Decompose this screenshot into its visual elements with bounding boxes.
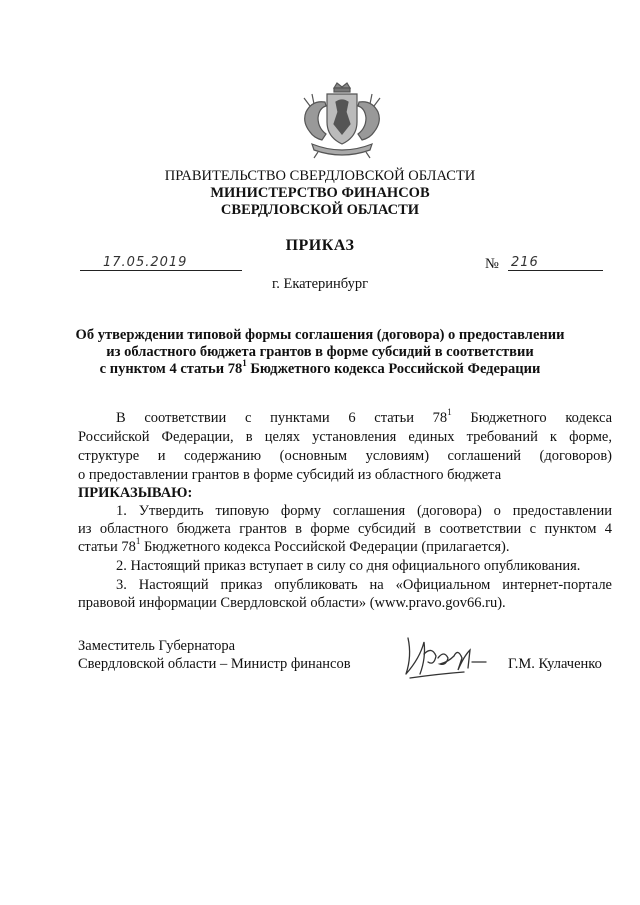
number-label: № <box>485 256 499 272</box>
item-3-line-2: правовой информации Свердловской области» (www.pravo.gov66.ru). <box>78 595 506 611</box>
signatory-position-line-2: Свердловской области – Министр финансов <box>78 656 351 672</box>
title-line-3: с пунктом 4 статьи $78^1$ Бюджетного кодекса Российской Федерации <box>99 358 541 377</box>
signatory-position-line-1: Заместитель Губернатора <box>78 638 236 654</box>
order-date: 17.05.2019 <box>103 255 188 270</box>
preamble-line-4: о предоставлении грантов в форме субсидий из областного бюджета <box>78 467 502 483</box>
handwritten-signature <box>398 628 498 688</box>
order-number: 216 <box>511 255 539 270</box>
signatory-name: Г.М. Кулаченко <box>508 656 602 672</box>
government-name: ПРАВИТЕЛЬСТВО СВЕРДЛОВСКОЙ ОБЛАСТИ <box>164 168 476 184</box>
document-type: ПРИКАЗ <box>285 237 355 254</box>
title-line-2: из областного бюджета грантов в форме субсидий в соответствии <box>106 344 534 360</box>
order-word: ПРИКАЗЫВАЮ: <box>78 485 193 501</box>
preamble-line-3: структуре и содержанию (основным условиям) соглашений (договоров) <box>78 448 612 464</box>
ministry-name-line-2: СВЕРДЛОВСКОЙ ОБЛАСТИ <box>220 202 420 218</box>
title-line-1: Об утверждении типовой формы соглашения (договора) о предоставлении <box>75 327 565 343</box>
item-1-line-3: статьи $78^1$ Бюджетного кодекса Российской Федерации (прилагается). <box>78 536 510 555</box>
preamble-line-2: Российской Федерации, в целях установления единых требований к форме, <box>78 429 612 445</box>
city: г. Екатеринбург <box>271 276 369 292</box>
item-1-line-1: 1. Утвердить типовую форму соглашения (договора) о предоставлении <box>116 503 612 519</box>
ministry-name-line-1: МИНИСТЕРСТВО ФИНАНСОВ <box>210 185 430 201</box>
preamble-line-1: В соответствии с пунктами 6 статьи $78^1$ Бюджетного кодекса <box>116 407 613 426</box>
number-underline <box>508 270 603 271</box>
coat-of-arms-icon <box>292 82 392 162</box>
item-1-line-2: из областного бюджета грантов в форме субсидий в соответствии с пунктом 4 <box>78 521 612 537</box>
item-3-line-1: 3. Настоящий приказ опубликовать на «Официальном интернет-портале <box>116 577 612 593</box>
item-2: 2. Настоящий приказ вступает в силу со дня официального опубликования. <box>116 558 581 574</box>
date-underline <box>80 270 242 271</box>
